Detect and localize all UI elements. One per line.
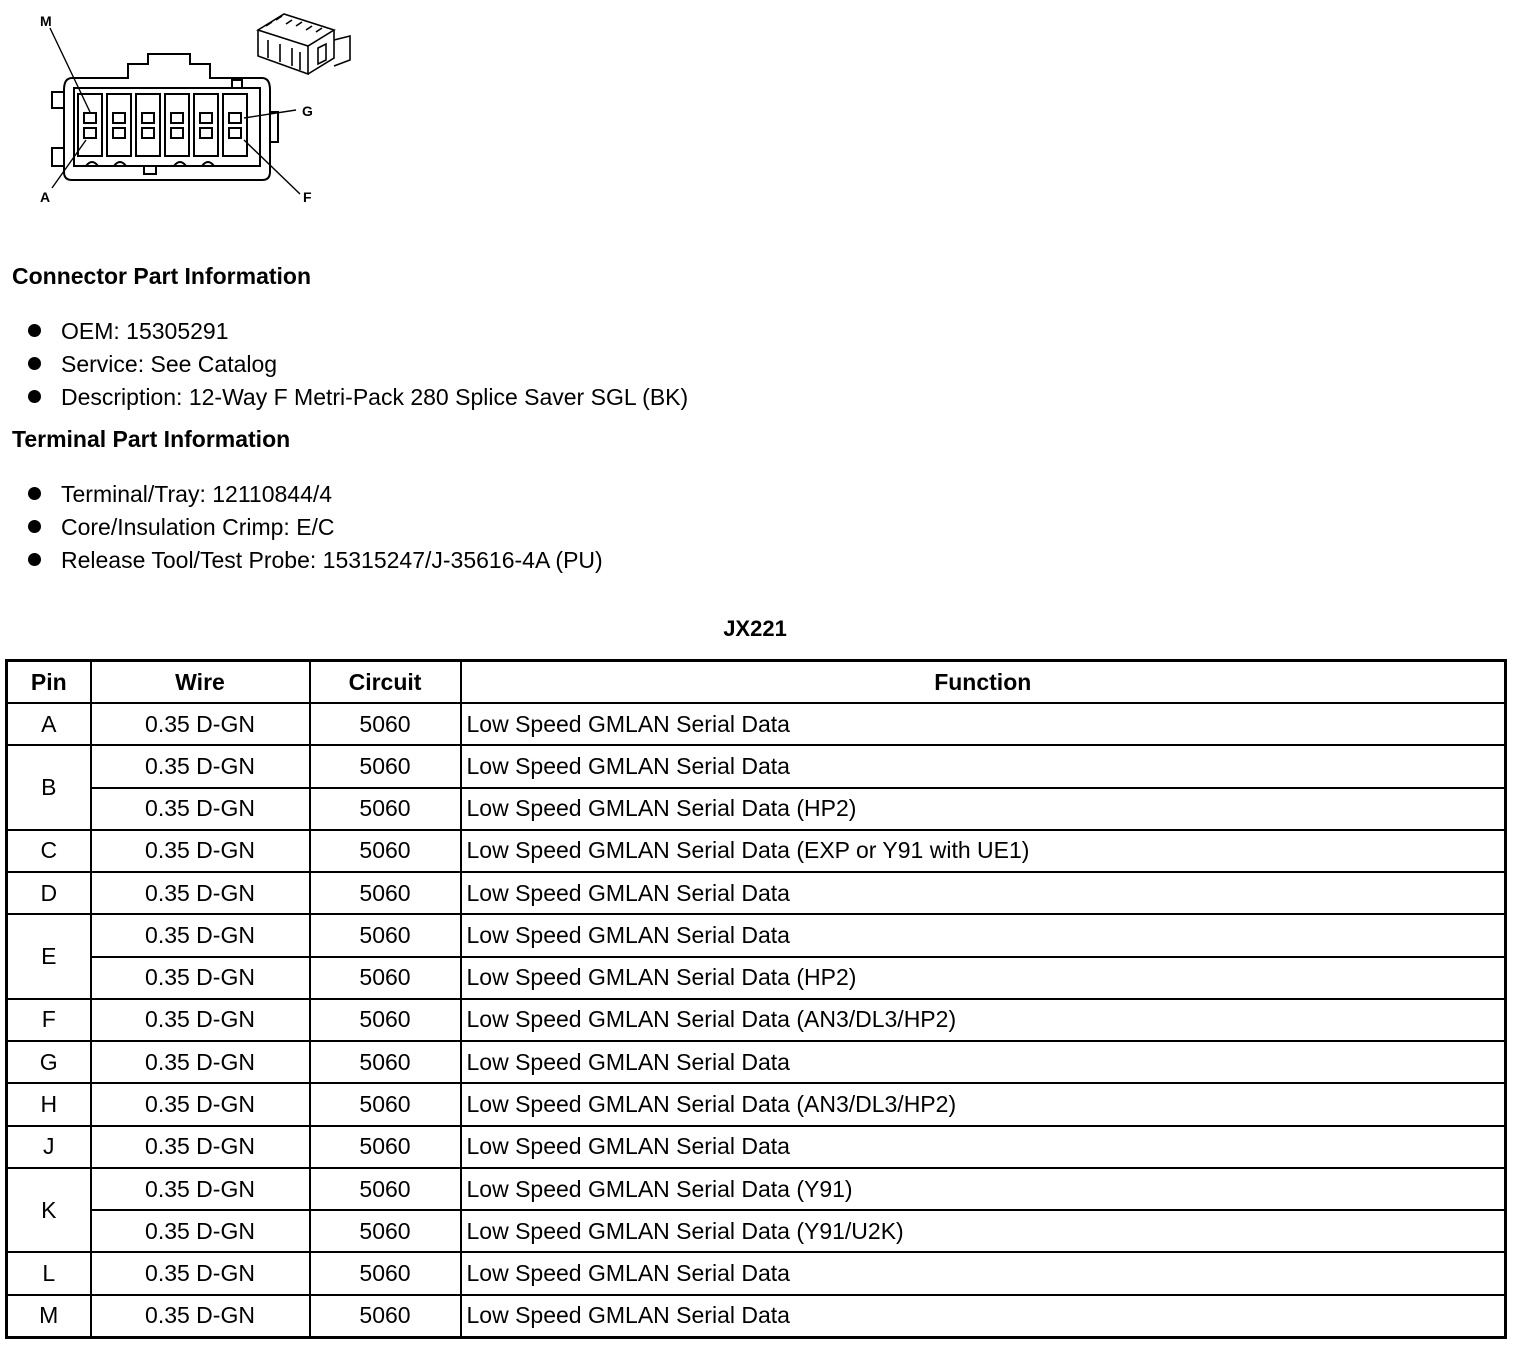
wire-cell: 0.35 D-GN: [91, 830, 310, 872]
pin-cell: J: [7, 1126, 91, 1168]
wire-cell: 0.35 D-GN: [91, 1168, 310, 1210]
wire-cell: 0.35 D-GN: [91, 1126, 310, 1168]
connector-info-list: [28, 315, 688, 414]
table-row: [7, 788, 1506, 830]
circuit-cell: 5060: [310, 1041, 461, 1083]
list-item-text: Terminal/Tray: 12110844/4: [61, 481, 333, 507]
table-row: [7, 1126, 1506, 1168]
wire-cell: 0.35 D-GN: [91, 914, 310, 956]
connector-diagram: [0, 0, 380, 220]
wire-cell: 0.35 D-GN: [91, 788, 310, 830]
function-cell: Low Speed GMLAN Serial Data: [461, 872, 1506, 914]
list-item: [28, 544, 603, 577]
header-circuit: Circuit: [310, 661, 461, 704]
pin-cell: C: [7, 830, 91, 872]
function-cell: Low Speed GMLAN Serial Data: [461, 1041, 1506, 1083]
circuit-cell: 5060: [310, 788, 461, 830]
circuit-cell: 5060: [310, 830, 461, 872]
circuit-cell: 5060: [310, 1252, 461, 1294]
pin-cell: K: [7, 1168, 91, 1253]
function-cell: Low Speed GMLAN Serial Data (Y91/U2K): [461, 1210, 1506, 1252]
list-item-text: Description: 12-Way F Metri-Pack 280 Splice Saver SGL (BK): [61, 384, 689, 410]
wire-cell: 0.35 D-GN: [91, 1295, 310, 1338]
wire-cell: 0.35 D-GN: [91, 957, 310, 999]
list-item-text: Core/Insulation Crimp: E/C: [61, 514, 335, 540]
terminal-info-heading: Terminal Part Information: [12, 426, 291, 452]
pin-cell: D: [7, 872, 91, 914]
wire-cell: 0.35 D-GN: [91, 1210, 310, 1252]
list-item: [28, 478, 603, 511]
connector-info-heading: Connector Part Information: [12, 263, 312, 289]
pin-cell: F: [7, 999, 91, 1041]
wire-cell: 0.35 D-GN: [91, 1041, 310, 1083]
circuit-cell: 5060: [310, 1083, 461, 1125]
table-row: [7, 999, 1506, 1041]
wire-cell: 0.35 D-GN: [91, 1083, 310, 1125]
wire-cell: 0.35 D-GN: [91, 703, 310, 745]
circuit-cell: 5060: [310, 703, 461, 745]
wire-cell: 0.35 D-GN: [91, 1252, 310, 1294]
table-row: [7, 1083, 1506, 1125]
header-pin: Pin: [7, 661, 91, 704]
circuit-cell: 5060: [310, 1295, 461, 1338]
pin-cell: L: [7, 1252, 91, 1294]
function-cell: Low Speed GMLAN Serial Data: [461, 1252, 1506, 1294]
list-item-text: Release Tool/Test Probe: 15315247/J-35616-4A (PU): [61, 547, 603, 573]
circuit-cell: 5060: [310, 1126, 461, 1168]
circuit-cell: 5060: [310, 1168, 461, 1210]
function-cell: Low Speed GMLAN Serial Data (EXP or Y91 with UE1): [461, 830, 1506, 872]
circuit-cell: 5060: [310, 957, 461, 999]
circuit-cell: 5060: [310, 745, 461, 787]
table-row: [7, 1168, 1506, 1210]
table-row: [7, 745, 1506, 787]
pin-cell: B: [7, 745, 91, 830]
callout-a: A: [40, 189, 51, 205]
table-row: [7, 872, 1506, 914]
table-row: [7, 1252, 1506, 1294]
list-item-text: Service: See Catalog: [61, 351, 278, 377]
table-row: [7, 830, 1506, 872]
table-row: [7, 957, 1506, 999]
pin-cell: A: [7, 703, 91, 745]
function-cell: Low Speed GMLAN Serial Data (HP2): [461, 788, 1506, 830]
circuit-cell: 5060: [310, 1210, 461, 1252]
function-cell: Low Speed GMLAN Serial Data: [461, 745, 1506, 787]
function-cell: Low Speed GMLAN Serial Data (AN3/DL3/HP2): [461, 999, 1506, 1041]
table-row: [7, 1295, 1506, 1338]
list-item: [28, 315, 688, 348]
circuit-cell: 5060: [310, 872, 461, 914]
bullet-icon: [28, 390, 41, 403]
bullet-icon: [28, 487, 41, 500]
wire-cell: 0.35 D-GN: [91, 872, 310, 914]
wire-cell: 0.35 D-GN: [91, 999, 310, 1041]
function-cell: Low Speed GMLAN Serial Data (Y91): [461, 1168, 1506, 1210]
function-cell: Low Speed GMLAN Serial Data (AN3/DL3/HP2): [461, 1083, 1506, 1125]
wire-cell: 0.35 D-GN: [91, 745, 310, 787]
table-title: JX221: [723, 616, 787, 641]
pin-cell: M: [7, 1295, 91, 1338]
table-row: [7, 1210, 1506, 1252]
table-row: [7, 914, 1506, 956]
callout-m: M: [40, 13, 52, 29]
terminal-info-list: [28, 478, 603, 577]
list-item: [28, 348, 688, 381]
pin-cell: E: [7, 914, 91, 999]
pinout-table: [5, 659, 1507, 1339]
header-function: Function: [461, 661, 1506, 704]
circuit-cell: 5060: [310, 914, 461, 956]
function-cell: Low Speed GMLAN Serial Data: [461, 1295, 1506, 1338]
function-cell: Low Speed GMLAN Serial Data: [461, 914, 1506, 956]
callout-g: G: [302, 103, 313, 119]
list-item: [28, 381, 688, 414]
bullet-icon: [28, 357, 41, 370]
function-cell: Low Speed GMLAN Serial Data: [461, 703, 1506, 745]
bullet-icon: [28, 553, 41, 566]
circuit-cell: 5060: [310, 999, 461, 1041]
list-item-text: OEM: 15305291: [61, 318, 229, 344]
pin-cell: H: [7, 1083, 91, 1125]
function-cell: Low Speed GMLAN Serial Data: [461, 1126, 1506, 1168]
table-header-row: [7, 661, 1506, 704]
pin-cell: G: [7, 1041, 91, 1083]
bullet-icon: [28, 520, 41, 533]
table-row: [7, 703, 1506, 745]
callout-f: F: [303, 189, 312, 205]
header-wire: Wire: [91, 661, 310, 704]
function-cell: Low Speed GMLAN Serial Data (HP2): [461, 957, 1506, 999]
bullet-icon: [28, 324, 41, 337]
connector-iso-icon: [258, 14, 350, 74]
list-item: [28, 511, 603, 544]
table-row: [7, 1041, 1506, 1083]
